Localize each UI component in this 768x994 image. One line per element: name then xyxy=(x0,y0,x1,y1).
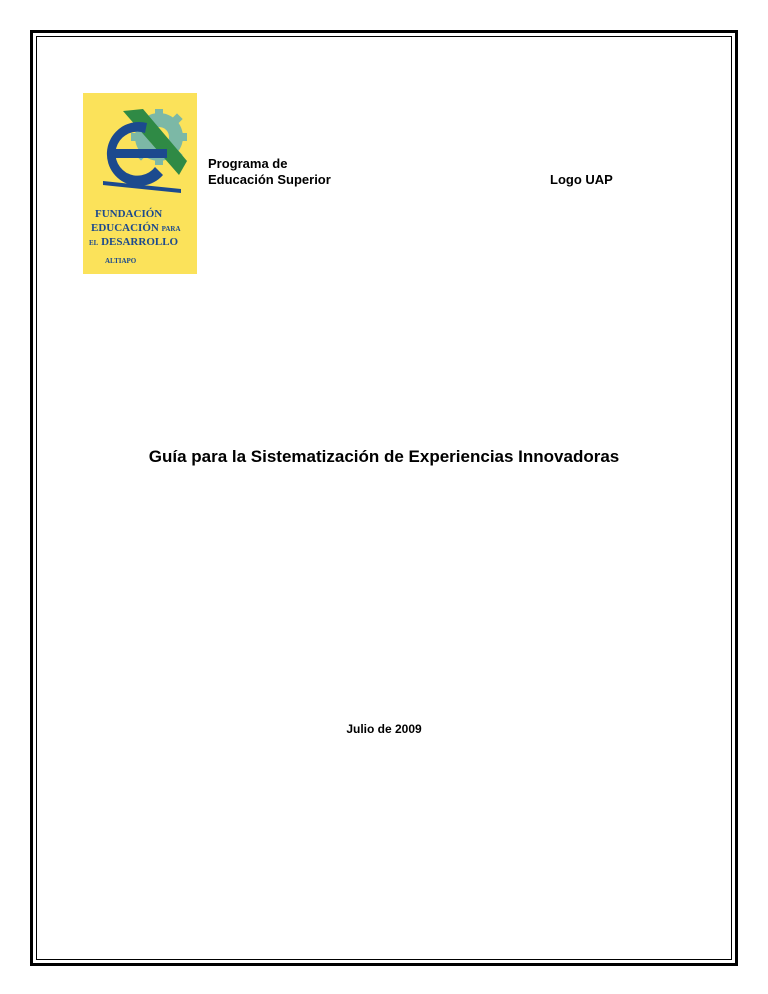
logo-line-4: ALTIAPO xyxy=(105,257,137,265)
partner-logo-placeholder: Logo UAP xyxy=(550,172,613,187)
logo-line-1: FUNDACIÓN xyxy=(95,208,163,220)
program-line-2: Educación Superior xyxy=(208,172,331,187)
document-date: Julio de 2009 xyxy=(346,722,422,736)
program-line-1: Programa de xyxy=(208,156,288,171)
program-heading xyxy=(208,156,331,188)
foundation-logo xyxy=(83,93,197,274)
logo-line-2: EDUCACIÓN PARA xyxy=(91,222,181,234)
document-title: Guía para la Sistematización de Experiencias Innovadoras xyxy=(148,447,620,466)
logo-line-3: EL DESARROLLO xyxy=(89,236,179,248)
